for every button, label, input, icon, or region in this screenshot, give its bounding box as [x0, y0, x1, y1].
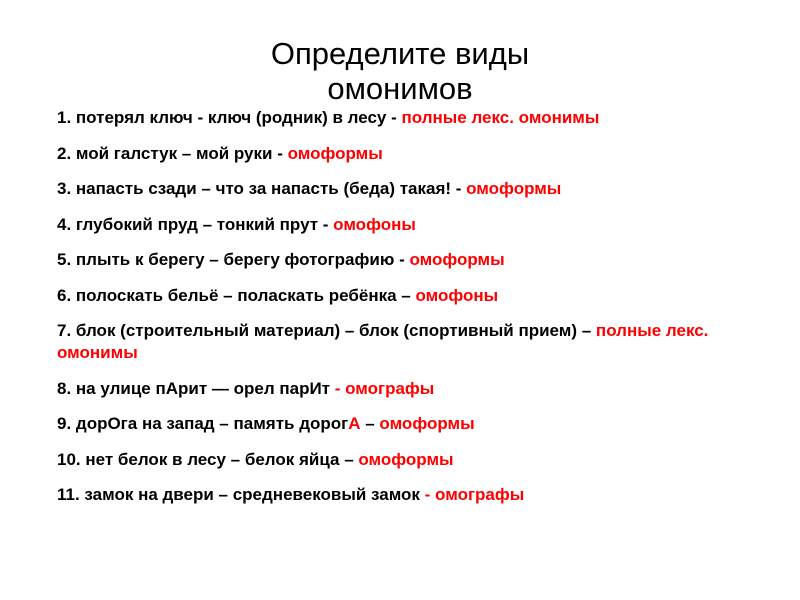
list-item	[57, 285, 787, 307]
item-example: 1. потерял ключ - ключ (родник) в лесу -	[57, 108, 402, 127]
list-item	[57, 449, 787, 471]
item-dash: –	[360, 414, 380, 433]
list-item	[57, 378, 787, 400]
item-answer: омоформы	[466, 179, 562, 198]
slide-title: Определите виды омонимов	[270, 36, 530, 106]
item-example: 9. дорОга на запад – память дорог	[57, 414, 349, 433]
item-answer: омоформы	[287, 143, 383, 163]
item-answer: омоформы	[379, 414, 475, 433]
item-stress-letter: А	[348, 414, 361, 433]
item-answer: омоформы	[409, 250, 505, 269]
item-example: 2. мой галстук – мой руки -	[57, 143, 288, 163]
list-item	[57, 107, 787, 129]
item-answer: омоформы	[358, 449, 454, 469]
item-example: 4. глубокий пруд – тонкий прут -	[57, 214, 334, 234]
list-item	[57, 143, 787, 165]
list-item	[57, 249, 787, 271]
item-example: 11. замок на двери – средневековый замок	[57, 485, 425, 504]
item-example: 5. плыть к берегу – берегу фотографию -	[57, 250, 410, 269]
item-example: 3. напасть сзади – что за напасть (беда) такая! -	[57, 179, 467, 198]
item-answer: омофоны	[333, 214, 416, 234]
item-answer: - омографы	[334, 378, 435, 398]
list-item	[57, 413, 787, 435]
item-answer: полные лекс. омонимы	[401, 108, 600, 127]
item-example: 8. на улице пАрит — орел парИт	[57, 378, 335, 398]
list-item	[57, 484, 787, 506]
list-item	[57, 320, 787, 364]
list-item	[57, 178, 787, 200]
item-example: 6. полоскать бельё – поласкать ребёнка –	[57, 285, 416, 305]
item-answer: - омографы	[424, 485, 525, 504]
item-answer: полные лекс. омонимы	[57, 321, 709, 362]
item-answer: омофоны	[415, 285, 499, 305]
item-example: 7. блок (строительный материал) – блок (спортивный прием) –	[57, 321, 596, 340]
list-item	[57, 214, 787, 236]
homonym-list	[57, 107, 787, 520]
item-example: 10. нет белок в лесу – белок яйца –	[57, 449, 359, 469]
